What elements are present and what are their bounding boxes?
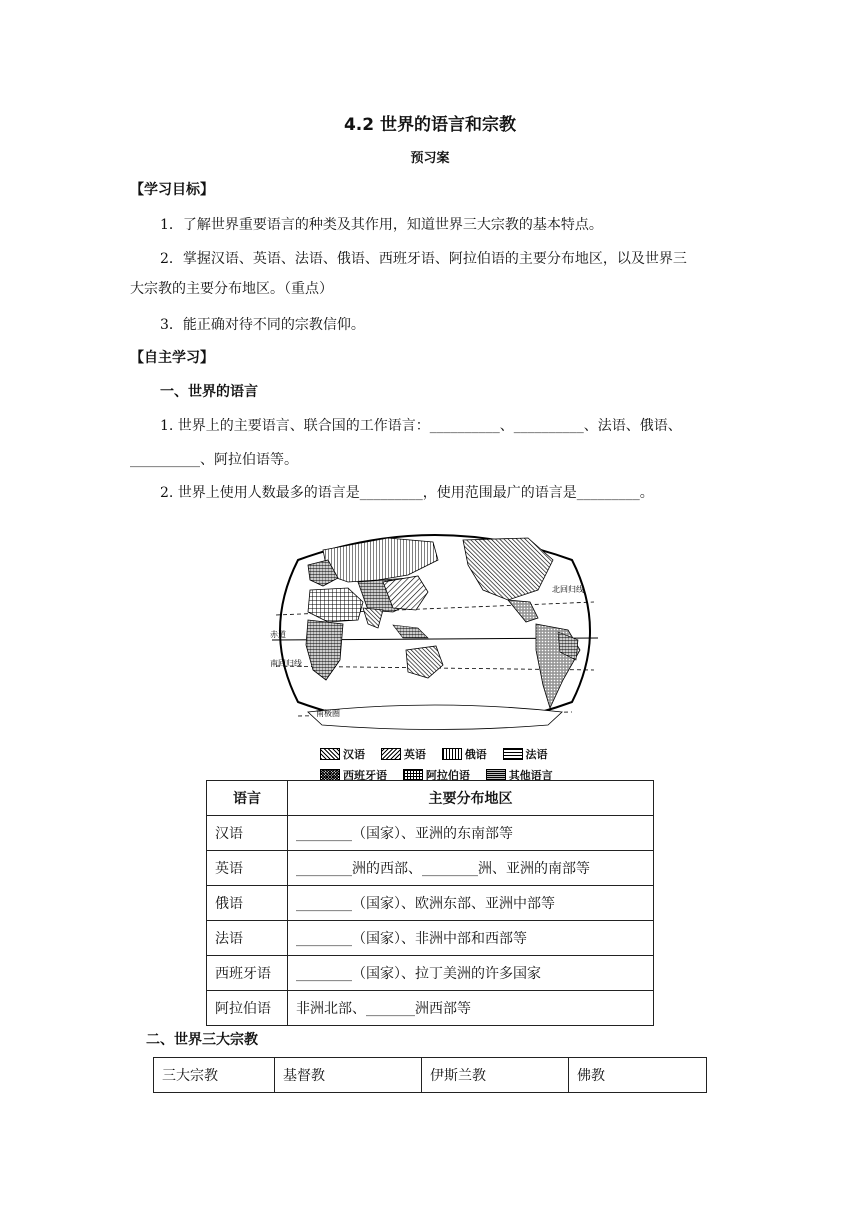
table-header-region: 主要分布地区 [288,781,654,816]
objective-item-2-line2: 大宗教的主要分布地区。（重点） [130,281,333,297]
table-cell-language: 俄语 [207,886,288,921]
religion-cell-buddhism: 佛教 [569,1058,707,1093]
table-cell-language: 西班牙语 [207,956,288,991]
table-header-language: 语言 [207,781,288,816]
page-title: 4.2 世界的语言和宗教 [343,115,517,135]
table-row [207,816,654,851]
table-cell-region: ________（国家）、非洲中部和西部等 [288,921,654,956]
table-cell-region: ________（国家）、亚洲的东南部等 [288,816,654,851]
section-religions-heading: 二、世界三大宗教 [146,1032,258,1048]
map-label-tropic-cancer: 北回归线 [552,585,584,594]
table-row [207,991,654,1026]
table-cell-region: ________（国家）、拉丁美洲的许多国家 [288,956,654,991]
legend-item-ru: 俄语 [442,746,487,762]
objective-item-3: 3．能正确对待不同的宗教信仰。 [160,317,365,333]
question-1-line2: __________、阿拉伯语等。 [130,452,298,468]
self-study-heading: 【自主学习】 [130,350,214,366]
legend-item-ot: 其他语言 [486,767,553,783]
section-languages-heading: 一、世界的语言 [160,384,258,400]
table-row [207,886,654,921]
table-row [154,1058,707,1093]
table-cell-region: 非洲北部、_______洲西部等 [288,991,654,1026]
legend-swatch-fr [503,748,523,760]
religion-cell-islam: 伊斯兰教 [422,1058,569,1093]
table-row [207,851,654,886]
legend-swatch-en [381,748,401,760]
table-cell-region: ________洲的西部、________洲、亚洲的南部等 [288,851,654,886]
objectives-heading: 【学习目标】 [130,182,214,198]
map-label-equator: 赤道 [270,630,286,639]
question-1-line1: 1. 世界上的主要语言、联合国的工作语言：__________、__________、法语、俄语、 [160,418,682,434]
table-cell-language: 阿拉伯语 [207,991,288,1026]
legend-swatch-ru [442,748,462,760]
map-label-tropic-capricorn: 南回归线 [270,659,302,668]
legend-item-fr: 法语 [503,746,548,762]
page-subtitle: 预习案 [410,151,450,166]
religions-table [153,1057,707,1093]
table-cell-region: ________（国家）、欧洲东部、亚洲中部等 [288,886,654,921]
objective-item-2-line1: 2．掌握汉语、英语、法语、俄语、西班牙语、阿拉伯语的主要分布地区，以及世界三 [160,251,687,267]
religion-cell-header: 三大宗教 [154,1058,275,1093]
legend-item-en: 英语 [381,746,426,762]
map-graphic [268,520,602,742]
table-cell-language: 法语 [207,921,288,956]
table-row [207,921,654,956]
world-language-map [268,520,602,782]
legend-item-han: 汉语 [320,746,365,762]
religion-cell-christianity: 基督教 [275,1058,422,1093]
objective-item-1: 1．了解世界重要语言的种类及其作用，知道世界三大宗教的基本特点。 [160,217,603,233]
legend-item-es: 西班牙语 [320,767,387,783]
question-2: 2. 世界上使用人数最多的语言是_________，使用范围最广的语言是_________。 [160,485,654,501]
map-label-antarctic-circle: 南极圈 [316,709,340,718]
table-header-row [207,781,654,816]
legend-swatch-han [320,748,340,760]
language-distribution-table [206,780,654,1026]
table-row [207,956,654,991]
legend-item-ar: 阿拉伯语 [403,767,470,783]
table-cell-language: 英语 [207,851,288,886]
map-legend [268,746,602,784]
table-cell-language: 汉语 [207,816,288,851]
